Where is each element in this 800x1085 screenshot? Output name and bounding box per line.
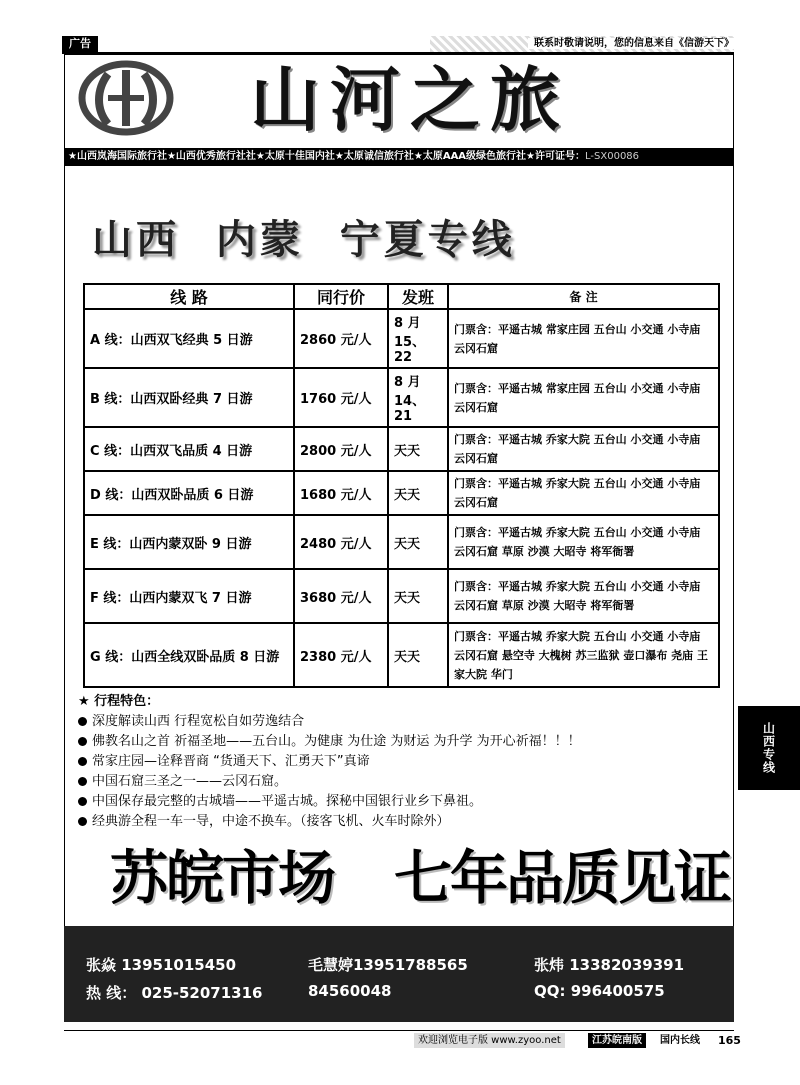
list-item <box>78 792 718 812</box>
ad-tag: 广告 <box>62 36 98 52</box>
qq-number: QQ: 996400575 <box>534 982 665 1000</box>
contact-3: 张炜 13382039391 <box>534 956 685 974</box>
route-name: D 线：山西双卧品质 6 日游 <box>84 471 294 515</box>
source-note <box>430 36 734 52</box>
col-route: 线 路 <box>84 284 294 309</box>
route-region-title: 山西 内蒙 宁夏专线 <box>92 216 516 263</box>
bullet-icon <box>78 757 87 766</box>
feature-text: 中国石窟三圣之一——云冈石窟。 <box>92 774 288 789</box>
section-label: 国内长线 <box>660 1035 700 1046</box>
col-schedule: 发班 <box>388 284 448 309</box>
list-item <box>78 812 718 832</box>
table-row <box>84 515 719 569</box>
route-note: 门票含：平遥古城 乔家大院 五台山 小交通 小寺庙 云冈石窟 草原 沙漠 大昭寺 将军衙署 <box>448 569 719 623</box>
table-header-row <box>84 284 719 309</box>
table-row <box>84 569 719 623</box>
route-note: 门票含：平遥古城 乔家大院 五台山 小交通 小寺庙 云冈石窟 草原 沙漠 大昭寺 将军衙署 <box>448 515 719 569</box>
agencies-banner <box>64 148 734 166</box>
edition-label: 江苏皖南版 <box>588 1033 646 1048</box>
route-name: B 线：山西双卧经典 7 日游 <box>84 368 294 427</box>
list-item <box>78 752 718 772</box>
route-schedule: 天天 <box>388 515 448 569</box>
route-price: 2800 元/人 <box>294 427 388 471</box>
hotline: 热 线： 025-52071316 <box>86 984 263 1002</box>
route-price: 1680 元/人 <box>294 471 388 515</box>
license-number: L-SX00086 <box>585 151 640 162</box>
bullet-icon <box>78 777 87 786</box>
route-price: 2860 元/人 <box>294 309 388 368</box>
bullet-icon <box>78 717 87 726</box>
route-note: 门票含：平遥古城 乔家大院 五台山 小交通 小寺庙 云冈石窟 悬空寺 大槐树 苏三监狱 壶口瀑布 尧庙 王家大院 华门 <box>448 623 719 687</box>
route-schedule: 8 月 14、21 <box>388 368 448 427</box>
agencies-list: ★山西岚海国际旅行社★山西优秀旅行社社★太原十佳国内社★太原诚信旅行社★太原AAA级绿色旅行社★许可证号： <box>68 151 586 162</box>
route-name: F 线：山西内蒙双飞 7 日游 <box>84 569 294 623</box>
route-note: 门票含：平遥古城 乔家大院 五台山 小交通 小寺庙 云冈石窟 <box>448 471 719 515</box>
route-schedule: 天天 <box>388 569 448 623</box>
table-row <box>84 368 719 427</box>
list-item <box>78 732 718 752</box>
route-schedule: 8 月 15、22 <box>388 309 448 368</box>
route-price: 3680 元/人 <box>294 569 388 623</box>
route-note: 门票含：平遥古城 乔家大院 五台山 小交通 小寺庙 云冈石窟 <box>448 427 719 471</box>
route-schedule: 天天 <box>388 427 448 471</box>
contact-1: 张焱 13951015450 <box>86 956 237 974</box>
feature-text: 经典游全程一车一导，中途不换车。（接客飞机、火车时除外） <box>92 814 450 829</box>
section-side-tab: 山西专线 <box>738 706 800 790</box>
bullet-icon <box>78 737 87 746</box>
contact-2: 毛慧婷13951788565 <box>308 956 468 974</box>
page-number: 165 <box>718 1034 741 1047</box>
source-note-text: 联系时敬请说明，您的信息来自《信游天下》 <box>528 38 734 49</box>
brand-name: 山河之旅 <box>250 59 570 141</box>
list-item <box>78 772 718 792</box>
bullet-icon <box>78 817 87 826</box>
table-row <box>84 309 719 368</box>
itinerary-features <box>78 692 718 832</box>
slogan-market: 苏皖市场 <box>110 844 335 912</box>
route-name: E 线：山西内蒙双卧 9 日游 <box>84 515 294 569</box>
bullet-icon <box>78 797 87 806</box>
route-note: 门票含：平遥古城 常家庄园 五台山 小交通 小寺庙 云冈石窟 <box>448 309 719 368</box>
footer-divider <box>64 1030 734 1031</box>
route-price: 1760 元/人 <box>294 368 388 427</box>
table-row <box>84 471 719 515</box>
contact-panel <box>64 926 734 1022</box>
route-schedule: 天天 <box>388 471 448 515</box>
feature-text: 佛教名山之首 祈福圣地——五台山。为健康 为仕途 为财运 为升学 为开心祈福！！！ <box>92 734 581 749</box>
routes-table <box>83 283 720 688</box>
website-link[interactable]: 欢迎浏览电子版 www.zyoo.net <box>414 1033 565 1048</box>
route-note: 门票含：平遥古城 常家庄园 五台山 小交通 小寺庙 云冈石窟 <box>448 368 719 427</box>
features-heading: ★ 行程特色： <box>78 694 160 709</box>
col-note: 备 注 <box>448 284 719 309</box>
list-item <box>78 712 718 732</box>
route-name: A 线：山西双飞经典 5 日游 <box>84 309 294 368</box>
feature-text: 中国保存最完整的古城墙——平遥古城。探秘中国银行业乡下鼻祖。 <box>92 794 483 809</box>
brand-logo-icon <box>78 60 174 136</box>
col-price: 同行价 <box>294 284 388 309</box>
route-price: 2380 元/人 <box>294 623 388 687</box>
route-name: C 线：山西双飞品质 4 日游 <box>84 427 294 471</box>
route-price: 2480 元/人 <box>294 515 388 569</box>
slogan-quality: 七年品质见证 <box>394 844 731 912</box>
route-name: G 线：山西全线双卧品质 8 日游 <box>84 623 294 687</box>
table-row <box>84 427 719 471</box>
feature-text: 深度解读山西 行程宽松自如劳逸结合 <box>92 714 305 729</box>
route-schedule: 天天 <box>388 623 448 687</box>
feature-text: 常家庄园—诠释晋商 “货通天下、汇勇天下”真谛 <box>92 754 370 769</box>
hotline-2: 84560048 <box>308 982 392 1000</box>
table-row <box>84 623 719 687</box>
